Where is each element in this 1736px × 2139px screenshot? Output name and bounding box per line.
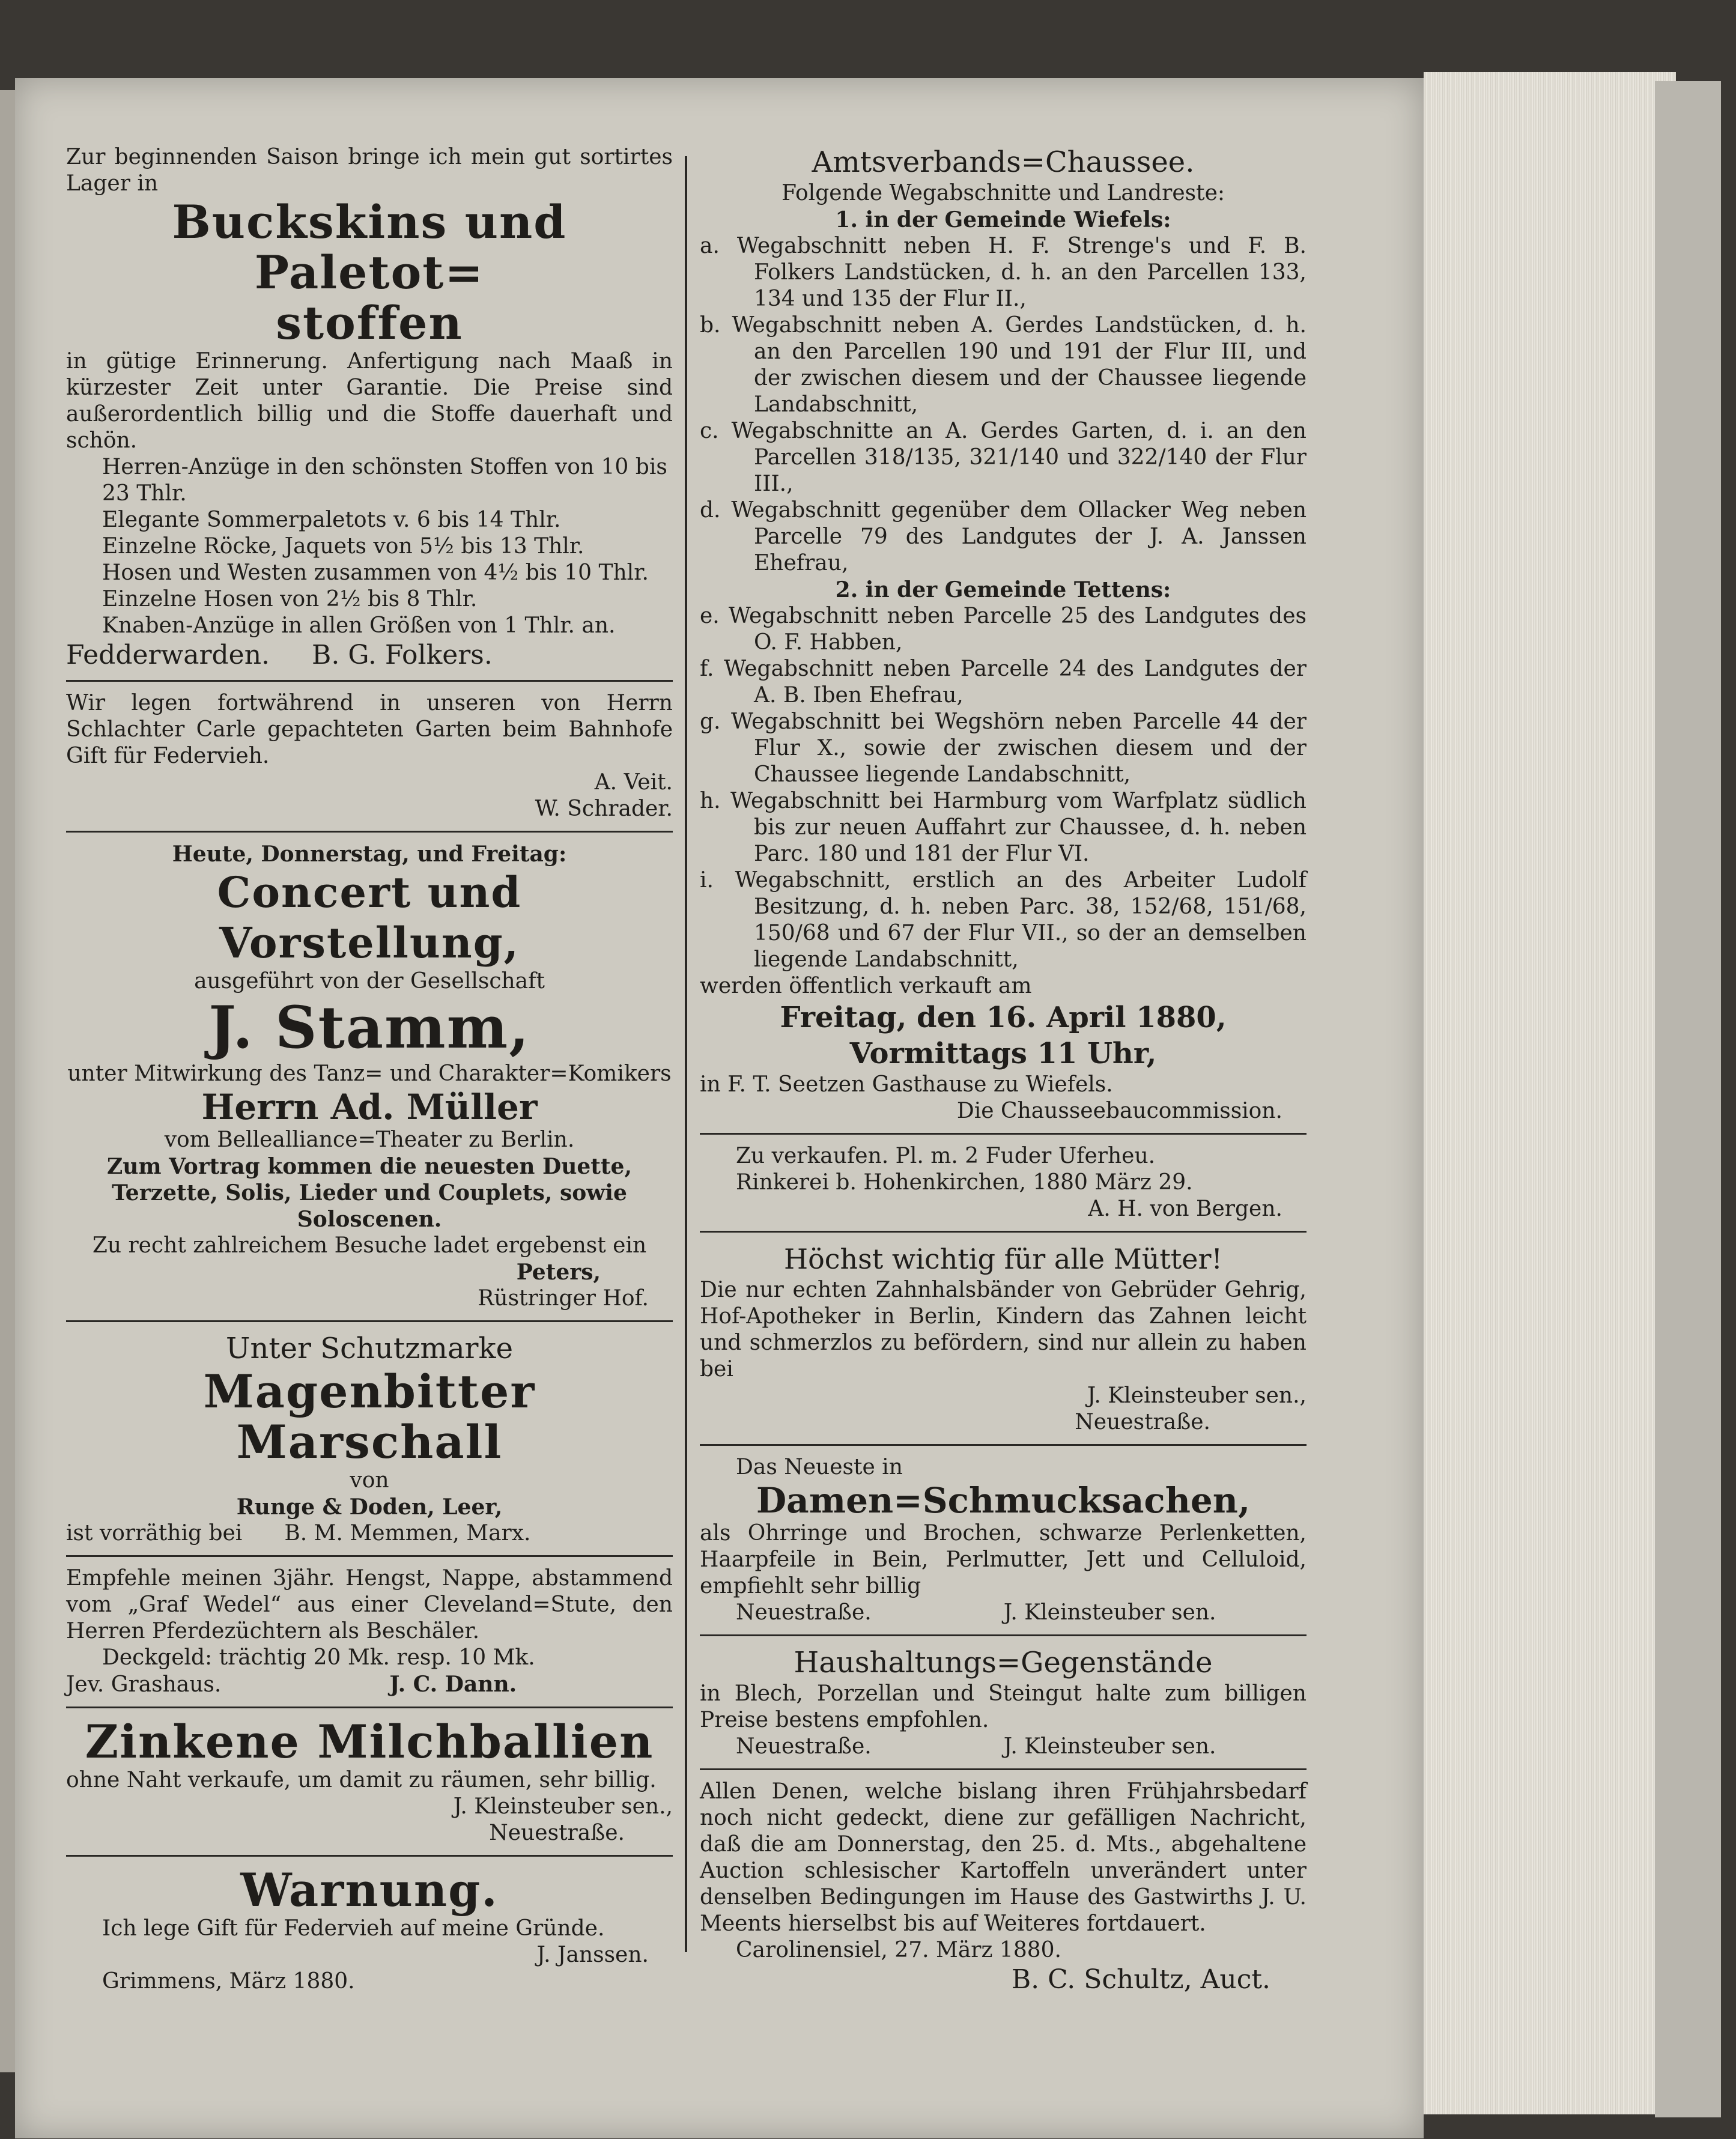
book-cover-edge bbox=[1655, 81, 1721, 2117]
list-item: h. Wegabschnitt bei Harmburg vom Warfplatz südlich bis zur neuen Auffahrt zur Chaussee, d. h. neben Parc. 180 und 181 der Flur VI. bbox=[700, 789, 1307, 866]
signer: J. Kleinsteuber sen., bbox=[453, 1794, 673, 1819]
signer: Neuestraße. bbox=[489, 1821, 625, 1845]
signer: Peters, bbox=[516, 1260, 601, 1285]
book-page-edges bbox=[1424, 72, 1676, 2114]
price-line: Elegante Sommerpaletots v. 6 bis 14 Thlr. bbox=[102, 508, 561, 532]
list-item: a. Wegabschnitt neben H. F. Strenge's und F. B. Folkers Landstücken, d. h. an den Parcellen 133, 134 und 135 der Flur II., bbox=[700, 234, 1307, 311]
ad-text: Deckgeld: trächtig 20 Mk. resp. 10 Mk. bbox=[102, 1645, 535, 1670]
right-column bbox=[700, 144, 1307, 1996]
ad-auction bbox=[700, 1779, 1307, 1996]
ad-text: Folgende Wegabschnitte und Landreste: bbox=[782, 181, 1225, 205]
ad-headline: Höchst wichtig für alle Mütter! bbox=[783, 1243, 1222, 1275]
ad-headline: J. Stamm, bbox=[208, 994, 530, 1061]
ad-uferheu bbox=[700, 1143, 1307, 1222]
ad-hengst bbox=[66, 1565, 673, 1698]
ad-text: ausgeführt von der Gesellschaft bbox=[194, 969, 545, 994]
ad-text: als Ohrringe und Brochen, schwarze Perlenketten, Haarpfeile in Bein, Perlmutter, Jett und Celluloid, empfiehlt sehr billig bbox=[700, 1521, 1307, 1598]
ad-haushalt bbox=[700, 1645, 1307, 1760]
signature-line bbox=[700, 1600, 1307, 1626]
column-divider bbox=[685, 156, 687, 1952]
ad-separator bbox=[66, 1855, 673, 1857]
sale-time: Vormittags 11 Uhr, bbox=[849, 1037, 1157, 1070]
ad-headline: Concert und Vorstellung, bbox=[217, 867, 522, 968]
ad-text: Zu verkaufen. Pl. m. 2 Fuder Uferheu. bbox=[736, 1144, 1156, 1168]
signer: J. Kleinsteuber sen. bbox=[1003, 1734, 1216, 1759]
signature-line bbox=[66, 1671, 673, 1698]
ad-separator bbox=[700, 1634, 1307, 1636]
ad-text: Runge & Doden, Leer, bbox=[236, 1494, 503, 1520]
ad-text: Unter Schutzmarke bbox=[225, 1332, 513, 1365]
ad-chaussee bbox=[700, 144, 1307, 1124]
signer: J. Janssen. bbox=[536, 1943, 649, 1967]
signer: J. C. Dann. bbox=[389, 1672, 517, 1697]
signer: J. Kleinsteuber sen., bbox=[1087, 1383, 1307, 1408]
ad-buckskins bbox=[66, 144, 673, 672]
ad-text: Zum Vortrag kommen die neuesten Duette, Terzette, Solis, Lieder und Couplets, sowie Soloscenen. bbox=[106, 1154, 632, 1232]
ad-text: werden öffentlich verkauft am bbox=[700, 974, 1032, 998]
ad-headline: stoffen bbox=[276, 296, 463, 350]
ad-text: vom Bellealliance=Theater zu Berlin. bbox=[164, 1127, 575, 1152]
ad-separator bbox=[66, 1555, 673, 1557]
ad-text: Ich lege Gift für Federvieh auf meine Gründe. bbox=[102, 1916, 605, 1941]
ad-separator bbox=[700, 1444, 1307, 1446]
place: Carolinensiel, 27. März 1880. bbox=[736, 1938, 1061, 1962]
signer: A. H. von Bergen. bbox=[1088, 1197, 1282, 1221]
price-line: Einzelne Hosen von 2½ bis 8 Thlr. bbox=[102, 587, 478, 611]
place: Fedderwarden. bbox=[66, 640, 270, 670]
ad-headline: Herrn Ad. Müller bbox=[201, 1087, 538, 1127]
list-item: g. Wegabschnitt bei Wegshörn neben Parcelle 44 der Flur X., sowie der zwischen diesem und der Chaussee liegende Landabschnitt, bbox=[700, 709, 1307, 787]
ad-separator bbox=[66, 1707, 673, 1708]
list-item: i. Wegabschnitt, erstlich an des Arbeiter Ludolf Besitzung, d. h. neben Parc. 38, 152/68, 151/68, 150/68 und 67 der Flur VII., so der an demselben liegende Landabschnitt, bbox=[700, 868, 1307, 972]
ad-text: Die nur echten Zahnhalsbänder von Gebrüder Gehrig, Hof-Apotheker in Berlin, Kindern das Zahnen leicht und schmerzlos zu befördern, sind nur allein zu haben bei bbox=[700, 1278, 1307, 1382]
list-item: f. Wegabschnitt neben Parcelle 24 des Landgutes der A. B. Iben Ehefrau, bbox=[700, 657, 1307, 708]
signer: W. Schrader. bbox=[535, 796, 673, 821]
signer: Neuestraße. bbox=[1075, 1410, 1210, 1434]
price-line: Einzelne Röcke, Jaquets von 5½ bis 13 Thlr. bbox=[102, 534, 584, 559]
sale-date: Freitag, den 16. April 1880, bbox=[780, 1001, 1227, 1034]
left-column bbox=[66, 144, 673, 1995]
ad-concert bbox=[66, 841, 673, 1312]
ad-text: Zur beginnenden Saison bringe ich mein gut sortirtes Lager in bbox=[66, 145, 673, 196]
signer: B. G. Folkers. bbox=[312, 640, 493, 670]
ad-gift bbox=[66, 690, 673, 822]
ad-separator bbox=[700, 1133, 1307, 1135]
ad-text: Rinkerei b. Hohenkirchen, 1880 März 29. bbox=[736, 1170, 1193, 1195]
ad-text: ohne Naht verkaufe, um damit zu räumen, sehr billig. bbox=[66, 1768, 657, 1792]
ad-text: von bbox=[350, 1468, 389, 1493]
ad-separator bbox=[700, 1231, 1307, 1233]
ad-text: Wir legen fortwährend in unseren von Herrn Schlachter Carle gepachteten Garten beim Bahnhofe Gift für Federvieh. bbox=[66, 691, 673, 768]
ad-magenbitter bbox=[66, 1330, 673, 1547]
place: Neuestraße. bbox=[736, 1734, 872, 1759]
ad-separator bbox=[66, 831, 673, 833]
list-item: d. Wegabschnitt gegenüber dem Ollacker Weg neben Parcelle 79 des Landgutes der J. A. Janssen Ehefrau, bbox=[700, 498, 1307, 575]
ad-damen-schmuck bbox=[700, 1454, 1307, 1626]
ad-separator bbox=[66, 1320, 673, 1322]
signer: B. C. Schultz, Auct. bbox=[1011, 1964, 1270, 1995]
ad-separator bbox=[66, 680, 673, 682]
ad-text: in gütige Erinnerung. Anfertigung nach Maaß in kürzester Zeit unter Garantie. Die Preise sind außerordentlich billig und die Stoffe dauerhaft und schön. bbox=[66, 349, 673, 453]
ad-headline: Warnung. bbox=[240, 1863, 499, 1917]
signature-line bbox=[700, 1734, 1307, 1760]
section-heading: 2. in der Gemeinde Tettens: bbox=[835, 577, 1171, 602]
ad-separator bbox=[700, 1768, 1307, 1770]
ad-text: Zu recht zahlreichem Besuche ladet ergebenst ein bbox=[92, 1233, 647, 1258]
price-line: Herren-Anzüge in den schönsten Stoffen von 10 bis 23 Thlr. bbox=[102, 455, 667, 506]
place: Jev. Grashaus. bbox=[66, 1672, 222, 1697]
price-line: Knaben-Anzüge in allen Größen von 1 Thlr. an. bbox=[102, 613, 616, 638]
ad-text: ist vorräthig bei bbox=[66, 1521, 243, 1546]
signer: B. M. Memmen, Marx. bbox=[284, 1521, 531, 1546]
signer: J. Kleinsteuber sen. bbox=[1003, 1600, 1216, 1625]
list-item: c. Wegabschnitte an A. Gerdes Garten, d. i. an den Parcellen 318/135, 321/140 und 322/140 der Flur III., bbox=[700, 419, 1307, 496]
ad-text: in Blech, Porzellan und Steingut halte zum billigen Preise bestens empfohlen. bbox=[700, 1681, 1307, 1732]
signer: Rüstringer Hof. bbox=[478, 1286, 649, 1311]
signer: A. Veit. bbox=[594, 770, 673, 795]
ad-headline: Damen=Schmucksachen, bbox=[756, 1480, 1251, 1521]
place: Grimmens, März 1880. bbox=[102, 1969, 355, 1994]
price-line: Hosen und Westen zusammen von 4½ bis 10 Thlr. bbox=[102, 560, 649, 585]
list-item: e. Wegabschnitt neben Parcelle 25 des Landgutes des O. F. Habben, bbox=[700, 604, 1307, 655]
ad-headline: Haushaltungs=Gegenstände bbox=[794, 1646, 1213, 1679]
ad-text: Allen Denen, welche bislang ihren Frühjahrsbedarf noch nicht gedeckt, diene zur gefälligen Nachricht, daß die am Donnerstag, den 25. d. Mts., abgehaltene Auction schlesischer Kartoffeln unverändert unter denselben Bedingungen im Hause des Gastwirths J. U. Meents hierselbst bis auf Weiteres fortdauert. bbox=[700, 1779, 1307, 1936]
section-heading: 1. in der Gemeinde Wiefels: bbox=[835, 207, 1171, 232]
ad-warnung bbox=[66, 1865, 673, 1995]
ad-milchballien bbox=[66, 1717, 673, 1846]
ad-text: unter Mitwirkung des Tanz= und Charakter=Komikers bbox=[67, 1061, 672, 1086]
ad-headline: Zinkene Milchballien bbox=[85, 1715, 654, 1768]
ad-headline: Buckskins und Paletot= bbox=[172, 195, 567, 299]
ad-text: Das Neueste in bbox=[736, 1455, 903, 1479]
signature-line bbox=[66, 639, 673, 672]
ad-text: in F. T. Seetzen Gasthause zu Wiefels. bbox=[700, 1072, 1113, 1097]
list-item: b. Wegabschnitt neben A. Gerdes Landstücken, d. h. an den Parcellen 190 und 191 der Flur III, und der zwischen diesem und der Chaussee liegende Landabschnitt, bbox=[700, 313, 1307, 417]
signer: Die Chausseebaucommission. bbox=[956, 1099, 1282, 1123]
ad-headline: Amtsverbands=Chaussee. bbox=[812, 145, 1195, 179]
ad-headline: Magenbitter Marschall bbox=[203, 1365, 536, 1469]
ad-text: Empfehle meinen 3jähr. Hengst, Nappe, abstammend vom „Graf Wedel“ aus einer Cleveland=Stute, den Herren Pferdezüchtern als Beschäler. bbox=[66, 1566, 673, 1643]
ad-muetter bbox=[700, 1241, 1307, 1436]
signature-line bbox=[66, 1520, 673, 1547]
ad-text: Heute, Donnerstag, und Freitag: bbox=[172, 842, 567, 867]
place: Neuestraße. bbox=[736, 1600, 872, 1625]
